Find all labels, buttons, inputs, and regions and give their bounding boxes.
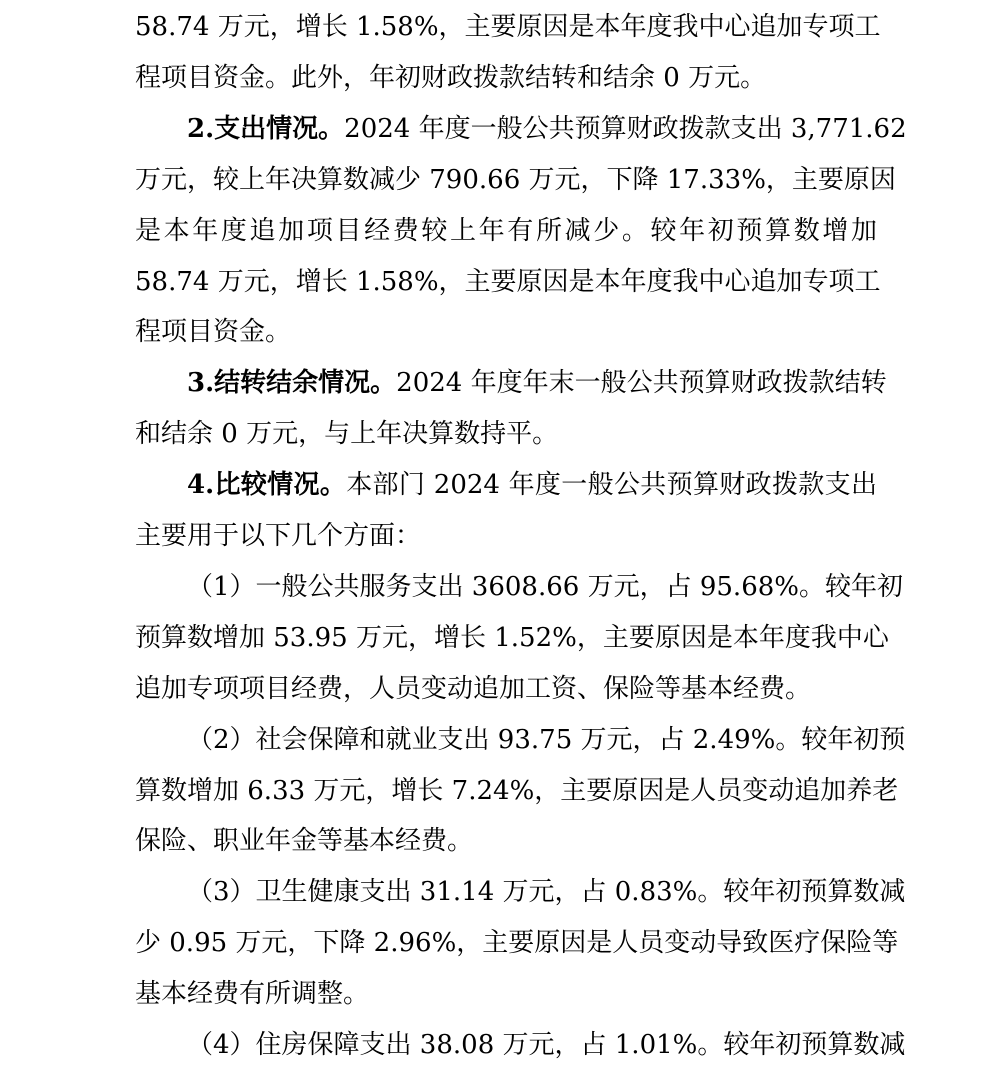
text-line <box>187 867 906 917</box>
section-heading: 4.比较情况。 <box>187 470 347 501</box>
text-line <box>135 257 881 307</box>
line-text: 程项目资金。 <box>135 317 292 348</box>
line-text: 58.74 万元，增长 1.58%，主要原因是本年度我中心追加专项工 <box>135 12 881 42</box>
line-text: （2）社会保障和就业支出 93.75 万元，占 2.49%。较年初预 <box>187 724 906 755</box>
text-line <box>187 104 907 154</box>
section-heading: 2.支出情况。 <box>187 113 345 144</box>
line-text: 和结余 0 万元，与上年决算数持平。 <box>135 419 559 450</box>
line-text: 追加专项项目经费，人员变动追加工资、保险等基本经费。 <box>135 673 812 704</box>
text-line <box>135 2 881 52</box>
text-line <box>187 460 877 510</box>
line-text: 万元，较上年决算数减少 790.66 万元，下降 17.33%，主要原因 <box>135 164 896 195</box>
line-text: 本部门 2024 年度一般公共预算财政拨款支出 <box>346 470 877 501</box>
line-text: （3）卫生健康支出 31.14 万元，占 0.83%。较年初预算数减 <box>187 877 906 908</box>
line-text: 少 0.95 万元，下降 2.96%，主要原因是人员变动导致医疗保险等 <box>135 928 899 959</box>
line-text: （4）住房保障支出 38.08 万元，占 1.01%。较年初预算数减 <box>187 1030 906 1060</box>
text-line <box>187 562 903 612</box>
line-text: 58.74 万元，增长 1.58%，主要原因是本年度我中心追加专项工 <box>135 266 881 297</box>
text-line <box>135 155 896 205</box>
line-text: 程项目资金。此外，年初财政拨款结转和结余 0 万元。 <box>135 62 767 93</box>
text-line <box>135 307 877 357</box>
line-text: 2024 年度一般公共预算财政拨款支出 3,771.62 <box>344 113 907 144</box>
text-line <box>187 1020 906 1070</box>
text-line <box>135 613 889 663</box>
line-text: （1）一般公共服务支出 3608.66 万元，占 95.68%。较年初 <box>187 571 903 602</box>
text-line <box>187 715 906 765</box>
line-text: 是本年度追加项目经费较上年有所减少。较年初预算数增加 <box>135 215 877 246</box>
line-text: 算数增加 6.33 万元，增长 7.24%，主要原因是人员变动追加养老 <box>135 775 899 806</box>
text-line <box>135 511 877 561</box>
text-line <box>135 816 877 866</box>
text-line <box>135 664 877 714</box>
text-line <box>135 969 877 1019</box>
line-text: 2024 年度年末一般公共预算财政拨款结转 <box>396 368 887 399</box>
text-line <box>135 766 899 816</box>
section-heading: 3.结转结余情况。 <box>187 368 397 399</box>
line-text: 预算数增加 53.95 万元，增长 1.52%，主要原因是本年度我中心 <box>135 622 889 653</box>
text-line <box>135 206 877 256</box>
text-line <box>135 409 877 459</box>
text-line <box>135 53 877 103</box>
line-text: 保险、职业年金等基本经费。 <box>135 826 474 857</box>
line-text: 主要用于以下几个方面： <box>135 521 422 551</box>
text-line <box>187 358 887 408</box>
line-text: 基本经费有所调整。 <box>135 979 370 1010</box>
text-line <box>135 918 899 968</box>
